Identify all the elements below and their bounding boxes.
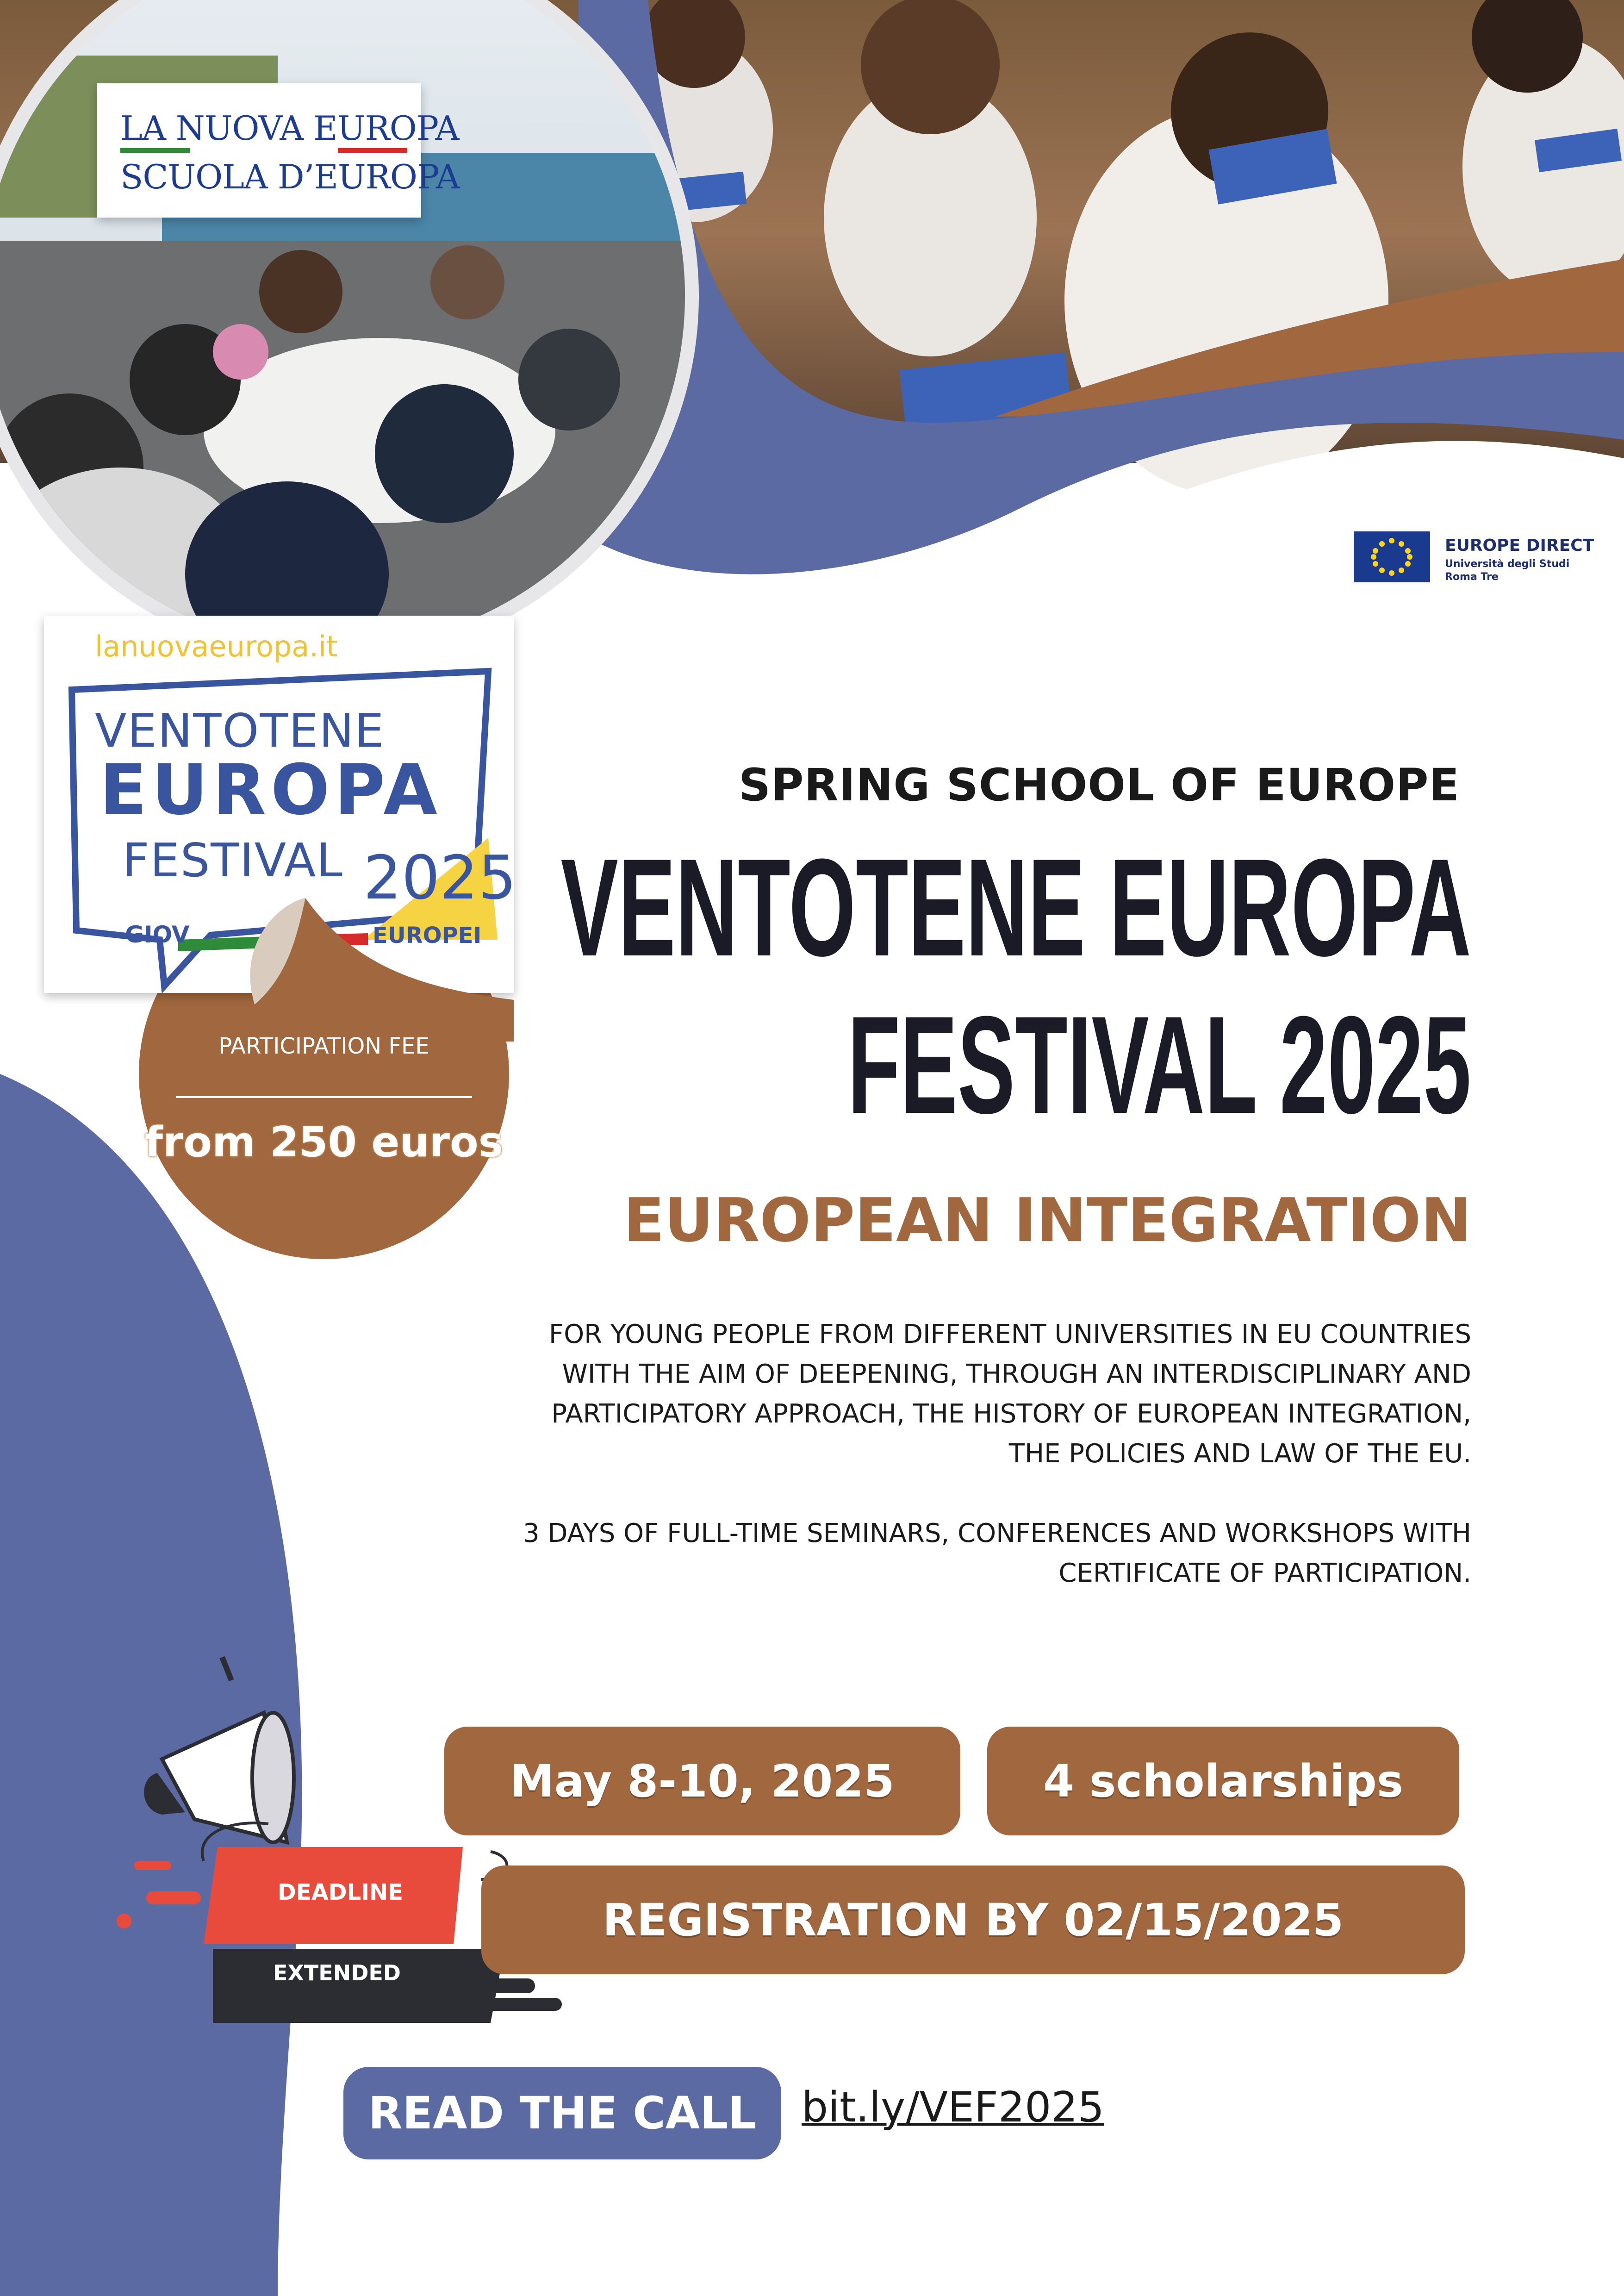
- festival-line2: EUROPA: [100, 750, 442, 830]
- logo-red-bar: [338, 148, 407, 153]
- festival-line1: VENTOTENE: [95, 704, 385, 758]
- europe-direct-subtitle: [1445, 558, 1569, 584]
- call-link[interactable]: bit.ly/VEF2025: [802, 2083, 1104, 2132]
- festival-url: lanuovaeuropa.it: [95, 630, 338, 663]
- peel-corner-decor: [222, 884, 518, 1042]
- logo-tricolor-bar: [120, 148, 190, 153]
- school-logo: [97, 83, 460, 218]
- europe-direct-line1: Università degli Studi: [1445, 558, 1570, 570]
- europe-direct-line2: Roma Tre: [1445, 571, 1499, 583]
- description-paragraph1: FOR YOUNG PEOPLE FROM DIFFERENT UNIVERSITIES IN EU COUNTRIES WITH THE AIM OF DEEPENING, THROUGH AN INTERDISCIPLINARY AND PARTICIPATORY APPROACH, THE HISTORY OF EUROPEAN INTEGRATION, THE POLICIES AND LAW OF THE EU.: [548, 1319, 1471, 1469]
- subtitle: EUROPEAN INTEGRATION: [623, 1185, 1471, 1255]
- dates-pill: May 8-10, 2025: [444, 1727, 960, 1835]
- description: [499, 1315, 1471, 1633]
- extended-label: EXTENDED: [273, 1960, 401, 1985]
- fee-label: PARTICIPATION FEE: [218, 1033, 429, 1059]
- scholarships-pill: 4 scholarships: [987, 1727, 1459, 1835]
- school-logo-line2: SCUOLA D’EUROPA: [120, 157, 460, 196]
- title-line2: FESTIVAL 2025: [847, 987, 1471, 1142]
- europe-direct-title: EUROPE DIRECT: [1445, 536, 1594, 555]
- festival-bottom-left: GIOV: [125, 921, 190, 948]
- read-the-call-button[interactable]: READ THE CALL: [343, 2067, 781, 2159]
- description-paragraph2: 3 DAYS OF FULL-TIME SEMINARS, CONFERENCES AND WORKSHOPS WITH CERTIFICATE OF PARTICIPATION.: [523, 1518, 1471, 1588]
- school-logo-line1: LA NUOVA EUROPA: [120, 109, 459, 148]
- page-title: [561, 829, 1471, 1143]
- eu-flag-icon: [1354, 531, 1430, 582]
- fee-value: from 250 euros: [144, 1118, 504, 1167]
- title-line1: VENTOTENE EUROPA: [560, 830, 1471, 985]
- festival-bottom-right: EUROPEI: [373, 923, 482, 948]
- festival-line3: FESTIVAL: [123, 833, 343, 887]
- kicker: SPRING SCHOOL OF EUROPE: [738, 759, 1460, 811]
- registration-pill: REGISTRATION BY 02/15/2025: [481, 1866, 1465, 1974]
- deadline-label: DEADLINE: [278, 1879, 404, 1905]
- festival-year: 2025: [363, 842, 516, 913]
